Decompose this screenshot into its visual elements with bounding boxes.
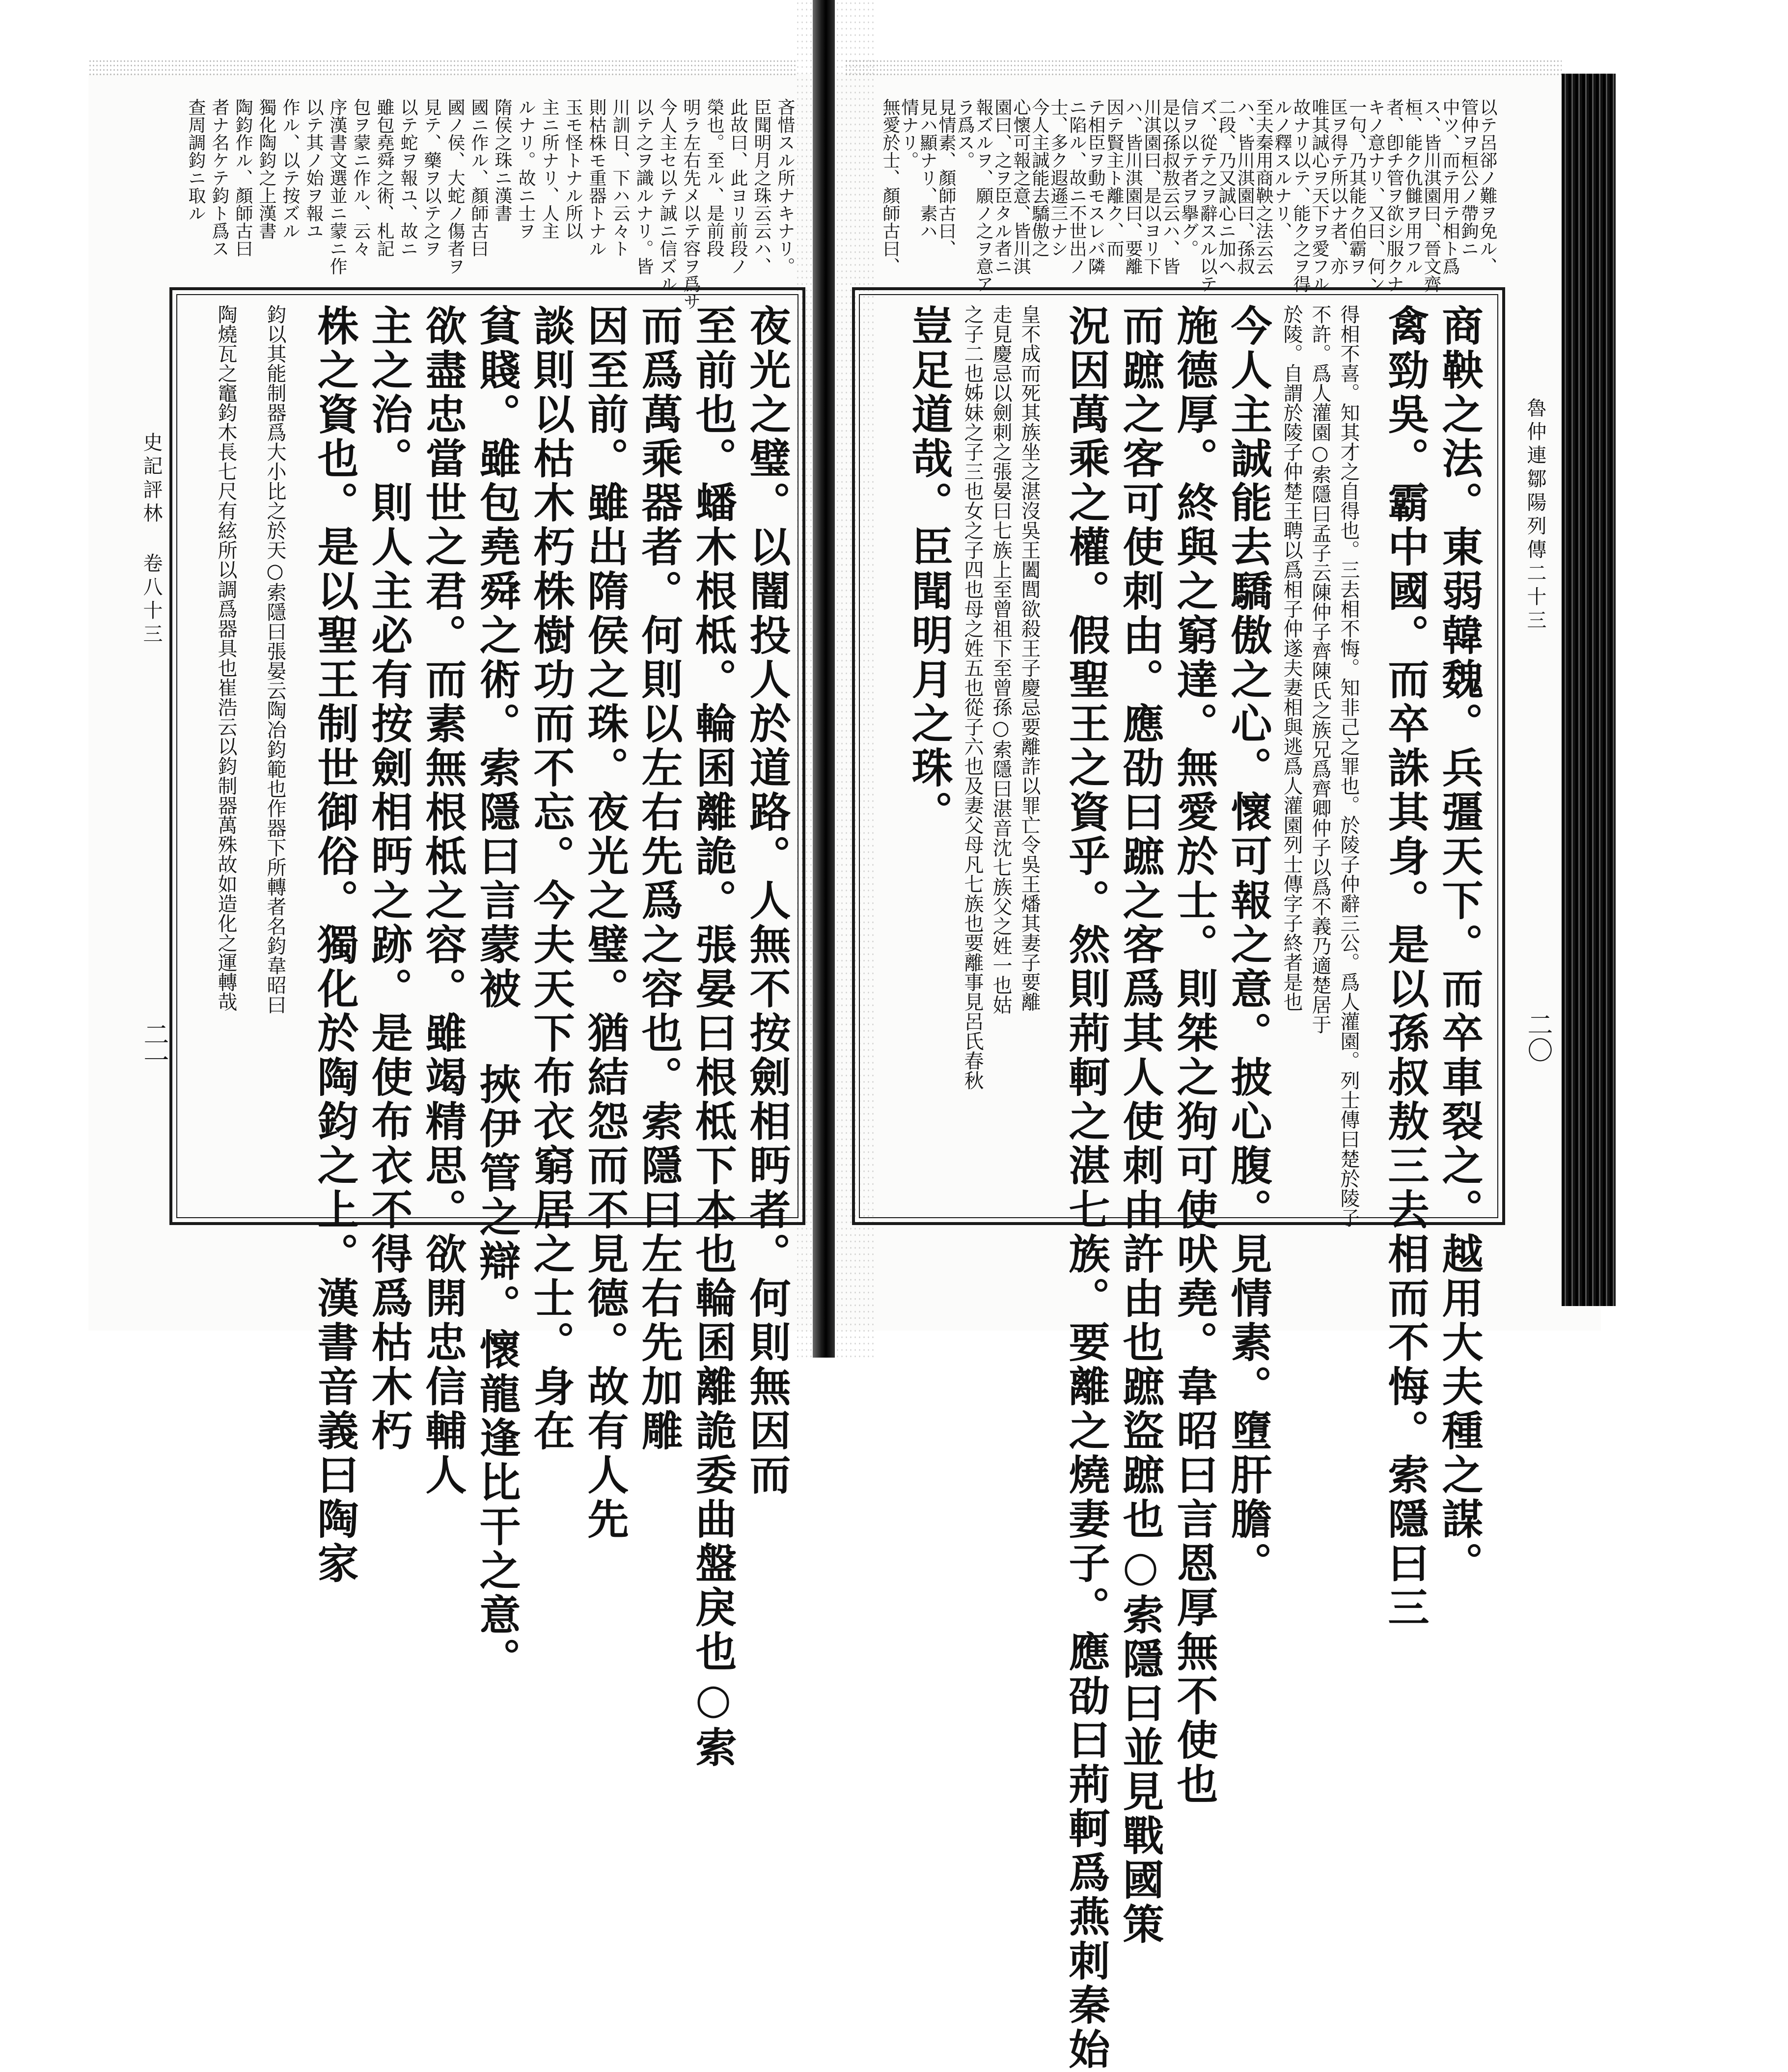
left-top-note-col: 榮也。至ル、是前段 [704,98,724,257]
left-top-note-col: 吝惜スル所ナキナリ。 [775,98,795,275]
left-running-header: 史記評林 卷八十三 [140,432,163,647]
right-main-text-col: 商鞅之法。東弱韓魏。兵彊天下。而卒車裂之。越用大夫種之謀。 [1435,304,1484,1586]
left-main-text-col: 主之治。則人主必有按劍相眄之跡。是使布衣不得爲枯木朽 [365,304,413,1453]
right-top-note-col: ハ、皆川淇園曰、要離 [1123,98,1143,275]
left-top-note-col: 國ニ作ル、顏師古曰 [468,98,489,257]
left-top-note-col: 序漢書文選並ニ蒙ニ作 [327,98,347,275]
left-main-text-col: 夜光之璧。以闇投人於道路。人無不按劍相眄者。何則無因而 [743,304,792,1498]
right-top-note-col: 者、卽チ管ヲ欲シ服クナ [1384,98,1404,293]
right-top-note-col: 以テ呂郤ノ難ヲ免ル、 [1477,98,1497,275]
left-commentary-col: 陶燒瓦之竈鈞木長七尺有絃所以調爲器具也崔浩云以鈞制器萬殊故如造化之運轉哉 [215,304,237,1011]
left-top-note-col: 川訓日、下ハ云々ト [610,98,630,257]
right-top-note-col: ニ陷ル、故ニ不世出ノ [1067,98,1087,275]
left-page-number: 二一 [139,1021,168,1072]
right-top-note-col: 故ナリ以テ、能ク之ヲ得 [1291,98,1311,293]
left-main-text-col: 至前也。蟠木根柢。輪囷離詭。張晏曰根柢下本也輪囷離詭委曲盤戾也○索 [689,304,738,1770]
right-top-note-col: ルノ釋スルナリ、 [1272,98,1292,240]
right-top-note-col: 園曰、之ヲ臣タル者ニ [992,98,1012,275]
left-top-note-col: 獨化陶鈞之上漢書 [256,98,276,240]
right-commentary-col: 皇不成而死其族坐之湛沒吳王闔閭欲殺王子慶忌要離詐以罪亡令吳王燔其妻子要離 [1018,304,1041,1011]
right-commentary-col: 走見慶忌以劍刺之張晏曰七族上至曾祖下至曾孫○索隱曰湛音沈七族父之姓一也姑 [990,304,1012,1014]
right-top-note-col: 見ハ顯ナリ、素ハ [917,98,937,240]
left-top-note-col: 玉モ怪トナル所以 [563,98,583,240]
right-top-note-col: 中ツ、而テ用テ相ト爲 [1440,98,1460,275]
right-top-note-col: 無愛於士、顏師古曰、 [880,98,900,275]
left-top-note-col: 查周調鈞ニ取ル [186,98,206,222]
left-top-note-col: 見テ、藥ヲ以テ之ヲ [421,98,441,257]
left-top-note-col: 則枯株モ重器トナル [586,98,606,257]
left-main-text-col: 株之資也。是以聖王制世御俗。獨化於陶鈞之上。漢書音義曰陶家 [311,304,359,1586]
right-top-note-col: ハ、皆川淇園曰、孫叔 [1235,98,1255,275]
right-top-note-col: ラ爲ス。 [955,98,975,169]
right-top-note-col: 川淇園曰、是以ヨリ下 [1141,98,1161,275]
right-top-note-col: キノ意ナリ、又曰、何ン [1365,98,1385,293]
right-main-text-col: 施德厚。終與之窮達。無愛於士。則桀之狗可使吠堯。韋昭曰言恩厚無不使也 [1170,304,1219,1807]
right-top-note-col: 因テ賢主ト離ク、而 [1104,98,1124,257]
right-top-note-col: 桓、能ク仇雠ヲ用フル [1403,98,1423,275]
right-top-note-col: 管仲ヲ桓公ノ帶鉤ニ [1458,98,1479,257]
right-main-text-col: 而蹠之客可使刺由。應劭曰蹠之客爲其人使刺由許由也蹠盜蹠也○索隱曰並見戰國策 [1116,304,1165,1947]
left-main-text-col: 因至前。雖出隋侯之珠。夜光之璧。猶結怨而不見德。故有人先 [581,304,630,1542]
book-gutter [813,0,835,1358]
right-top-note-col: 匡ヲ得テ所以ナ者、亦 [1328,98,1348,275]
right-main-text-col: 今人主誠能去驕傲之心。懷可報之意。披心腹。見情素。墮肝膽。 [1224,304,1273,1586]
left-top-note-col: 今人主セ以テ誠ニ信ズル [657,98,677,293]
left-commentary-col: 鈞以其能制器爲大小比之於天○索隱曰張晏云陶冶鈞範也作器下所轉者名鈞韋昭曰 [264,304,286,1014]
right-main-text-col: 禽勁吳。霸中國。而卒誅其身。是以孫叔敖三去相而不悔。索隱曰三 [1381,304,1430,1630]
right-top-note-col: テ相臣ヲ動モスレバ隣 [1085,98,1105,275]
right-top-note-col: 士、多ク遐遜三ナシ [1048,98,1068,257]
right-top-note-col: 情ナリ。 [899,98,919,169]
left-top-note-col: 以テ其ノ始ヲ報ユ [303,98,324,240]
left-top-note-col: 陶鈞作ル、顏師古曰 [233,98,253,257]
left-top-note-col: 以テ蛇ヲ報ユ、故ニ [398,98,418,257]
right-commentary-col: 不許。爲人灌園○索隱曰孟子云陳仲子齊陳氏之族兄爲齊卿仲子以爲不義乃適楚居于 [1309,304,1331,1034]
left-top-note-col: ルナリ。故ニ士ヲ [516,98,536,240]
left-top-note-col: 明ラ左右先メ以テ容ヲ爲サ [681,98,701,310]
right-page-number: 二〇 [1523,1011,1552,1063]
left-main-text-col: 欲盡忠當世之君。而素無根柢之容。雖竭精思。欲開忠信輔人 [419,304,468,1498]
right-top-note-col: ズ、從テ之ヲ辭スル以テ [1197,98,1217,293]
right-top-note-col: 報ズルヲ、願ノ之ヲ意ア [973,98,993,293]
right-commentary-col: 之子二也姊妹之子三也女之子四也母之姓五也從子六也及妻父母凡七族也要離事見呂氏春秋 [961,304,984,1090]
left-page-top-edge [88,59,796,77]
left-main-text-col: 而爲萬乘器者。何則以左右先爲之容也。索隱曰左右先加雕 [635,304,684,1453]
right-running-header: 魯仲連鄒陽列傳二十三 [1524,398,1546,633]
left-top-note-col: 作ル、以テ按ズル [280,98,300,240]
right-top-note-col: 心懷可報之意、皆川淇 [1011,98,1031,275]
right-top-note-col: 信ヲ以テ者ヲ擧グ。 [1179,98,1199,257]
right-top-note-col: 唯其誠心ヲ天下ヲ愛フル [1309,98,1329,293]
right-top-note-col: 二段、乃又誠心ニ加ヘ [1216,98,1236,275]
left-main-text-col: 談則以枯木朽株樹功而不忘。今夫天下布衣窮居之士。身在 [527,304,576,1453]
right-top-note-col: 是以孫叔敖云云ハ、皆 [1160,98,1180,275]
left-top-note-col: 此故曰、此ヨリ前段ノ [728,98,748,275]
left-top-note-col: 臣聞明月之珠云云ハ、 [751,98,771,275]
left-main-text-col: 貧賤。雖包堯舜之術。索隱曰言蒙被 挾伊管之辯。懷龍逢比干之意。 [473,304,522,1682]
right-top-note-col: 一句、乃其能ク伯霸ヲ [1347,98,1367,275]
right-commentary-col: 得相不喜。知其才之自得也。三去相不悔。知非己之罪也。於陵子仲辭三公。爲人灌園。列士傳曰楚於陵子 [1337,304,1360,1227]
right-main-text-col: 況因萬乘之權。假聖王之資乎。然則荊軻之湛七族。要離之燒妻子。應劭曰荊軻爲燕刺秦始 [1062,304,1111,2072]
right-top-note-col: 見情素、顏師古曰、 [936,98,956,257]
left-top-note-col: 主ニ所ナリ、人主 [539,98,559,240]
right-top-note-col: ス、皆川淇園曰、晉文齊 [1421,98,1441,293]
right-top-note-col: 今人主誠能去驕傲之 [1029,98,1049,257]
page-stack-edge [1562,74,1616,1306]
left-top-note-col: 隋侯之珠ニ漢書 [492,98,512,222]
left-top-note-col: 者ナ名ケテ鈞ト爲ス [209,98,229,257]
right-main-text-col: 豈足道哉。臣聞明月之珠。 [905,304,954,835]
right-top-note-col: 至夫秦用商鞅之法云云 [1253,98,1273,275]
right-page-top-edge [845,59,1562,77]
left-top-note-col: 國ノ侯、大蛇ノ傷者ヲ [445,98,465,275]
left-top-note-col: 包ヲ蒙ニ作ル、云々 [351,98,371,257]
left-top-note-col: 以テ之ヲ識ルナリ。皆 [633,98,654,275]
left-top-note-col: 雖包堯舜之術、札記 [374,98,394,257]
right-commentary-col: 於陵。自謂於陵子仲楚王聘以爲相子仲遂夫妻相與逃爲人灌園列士傳字子終者是也 [1280,304,1303,1011]
